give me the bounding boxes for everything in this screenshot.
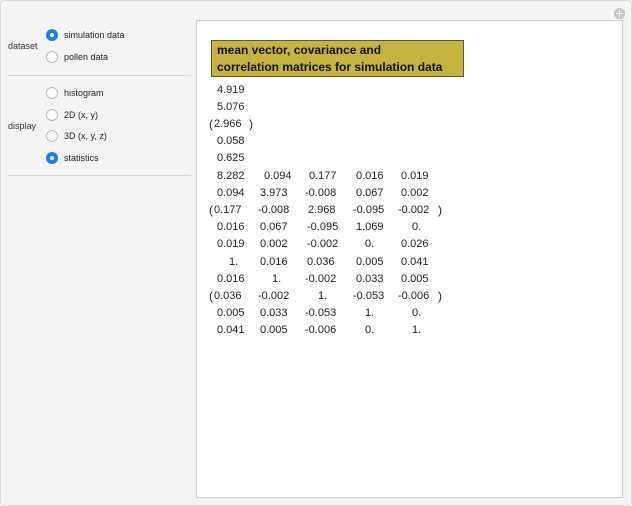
- radio-button-icon[interactable]: [46, 109, 58, 121]
- radio-2d[interactable]: [46, 109, 98, 121]
- matrix-cell: 0.: [365, 324, 375, 336]
- matrix-cell: 0.002: [260, 238, 288, 250]
- matrix-cell: -0.006: [398, 290, 430, 302]
- radio-label: 3D (x, y, z): [64, 131, 107, 141]
- matrix-cell: 0.: [412, 221, 422, 233]
- mean-value: 0.058: [217, 135, 245, 147]
- matrix-cell: 0.094: [264, 170, 292, 182]
- correlation-row: [197, 271, 497, 288]
- separator: [8, 175, 191, 176]
- matrix-cell: 2.968: [308, 204, 336, 216]
- right-paren: ): [438, 289, 442, 303]
- output-title-line-1: mean vector, covariance and: [217, 43, 382, 57]
- matrix-cell: 1.: [365, 307, 375, 319]
- matrix-cell: 1.: [229, 256, 239, 268]
- matrix-cell: 0.016: [260, 256, 288, 268]
- covariance-row: [197, 236, 497, 253]
- mean-value: 2.966: [214, 118, 242, 130]
- radio-3d[interactable]: [46, 130, 107, 142]
- matrix-cell: -0.095: [307, 221, 339, 233]
- radio-label: 2D (x, y): [64, 110, 99, 120]
- matrix-cell: 0.067: [356, 187, 384, 199]
- correlation-row: [197, 305, 497, 322]
- right-paren: ): [438, 203, 442, 217]
- matrix-cell: 1.: [272, 273, 282, 285]
- matrix-cell: -0.002: [258, 290, 290, 302]
- matrix-cell: 0.041: [401, 256, 429, 268]
- left-paren: (: [209, 289, 213, 303]
- matrix-cell: 0.177: [214, 204, 242, 216]
- covariance-row: [197, 219, 497, 236]
- correlation-row: [197, 288, 497, 305]
- matrix-cell: 0.026: [401, 238, 429, 250]
- left-paren: (: [209, 117, 213, 131]
- matrix-cell: 8.282: [217, 170, 245, 182]
- mean-value: 4.919: [217, 84, 245, 96]
- radio-button-icon[interactable]: [46, 152, 58, 164]
- matrix-cell: 0.033: [260, 307, 288, 319]
- matrix-cell: 0.016: [356, 170, 384, 182]
- matrix-cell: 0.016: [217, 221, 245, 233]
- radio-label: histogram: [64, 88, 104, 98]
- correlation-row: [197, 254, 497, 271]
- matrix-cell: -0.008: [305, 187, 337, 199]
- radio-simulation-data[interactable]: [46, 29, 125, 41]
- matrix-cell: -0.053: [353, 290, 385, 302]
- matrix-cell: -0.002: [307, 238, 339, 250]
- matrix-cell: 0.094: [217, 187, 245, 199]
- covariance-row: [197, 202, 497, 219]
- correlation-row: [197, 322, 497, 339]
- matrix-cell: 0.005: [217, 307, 245, 319]
- mean-value: 0.625: [217, 152, 245, 164]
- matrix-cell: -0.053: [305, 307, 337, 319]
- radio-label: statistics: [64, 153, 99, 163]
- radio-button-icon[interactable]: [46, 51, 58, 63]
- covariance-row: [197, 168, 497, 185]
- matrix-cell: 1.: [318, 290, 328, 302]
- matrix-cell: 3.973: [260, 187, 288, 199]
- matrix-cell: 0.: [365, 238, 375, 250]
- matrix-cell: 0.036: [214, 290, 242, 302]
- matrix-cell: 1.069: [356, 221, 384, 233]
- mean-value: 5.076: [217, 101, 245, 113]
- matrix-cell: 0.033: [356, 273, 384, 285]
- separator: [8, 75, 191, 76]
- left-paren: (: [209, 203, 213, 217]
- matrix-cell: -0.008: [258, 204, 290, 216]
- matrix-cell: -0.002: [398, 204, 430, 216]
- covariance-row: [197, 185, 497, 202]
- matrix-cell: 0.041: [217, 324, 245, 336]
- radio-pollen-data[interactable]: [46, 51, 108, 63]
- matrix-cell: 0.005: [356, 256, 384, 268]
- radio-statistics[interactable]: [46, 152, 99, 164]
- matrix-cell: 0.005: [401, 273, 429, 285]
- radio-button-icon[interactable]: [46, 130, 58, 142]
- matrix-cell: 0.002: [401, 187, 429, 199]
- matrix-cell: 0.019: [401, 170, 429, 182]
- matrix-cell: 1.: [412, 324, 422, 336]
- matrix-cell: 0.067: [260, 221, 288, 233]
- radio-label: pollen data: [64, 52, 109, 62]
- matrix-cell: -0.002: [305, 273, 337, 285]
- output-title-line-2: correlation matrices for simulation data: [217, 60, 443, 74]
- dataset-label: dataset: [8, 41, 38, 51]
- right-paren: ): [249, 117, 253, 131]
- display-label: display: [8, 121, 37, 131]
- output-title: [211, 40, 464, 77]
- radio-button-icon[interactable]: [46, 87, 58, 99]
- matrix-cell: 0.005: [260, 324, 288, 336]
- matrix-cell: -0.095: [353, 204, 385, 216]
- output-panel: [196, 20, 623, 498]
- matrix-cell: 0.019: [217, 238, 245, 250]
- matrix-cell: 0.036: [307, 256, 335, 268]
- matrix-cell: 0.016: [217, 273, 245, 285]
- matrix-cell: 0.177: [309, 170, 337, 182]
- matrix-cell: -0.006: [305, 324, 337, 336]
- radio-button-icon[interactable]: [46, 29, 58, 41]
- plus-icon[interactable]: [614, 8, 625, 19]
- radio-histogram[interactable]: [46, 87, 104, 99]
- radio-label: simulation data: [64, 30, 125, 40]
- matrix-cell: 0.: [412, 307, 422, 319]
